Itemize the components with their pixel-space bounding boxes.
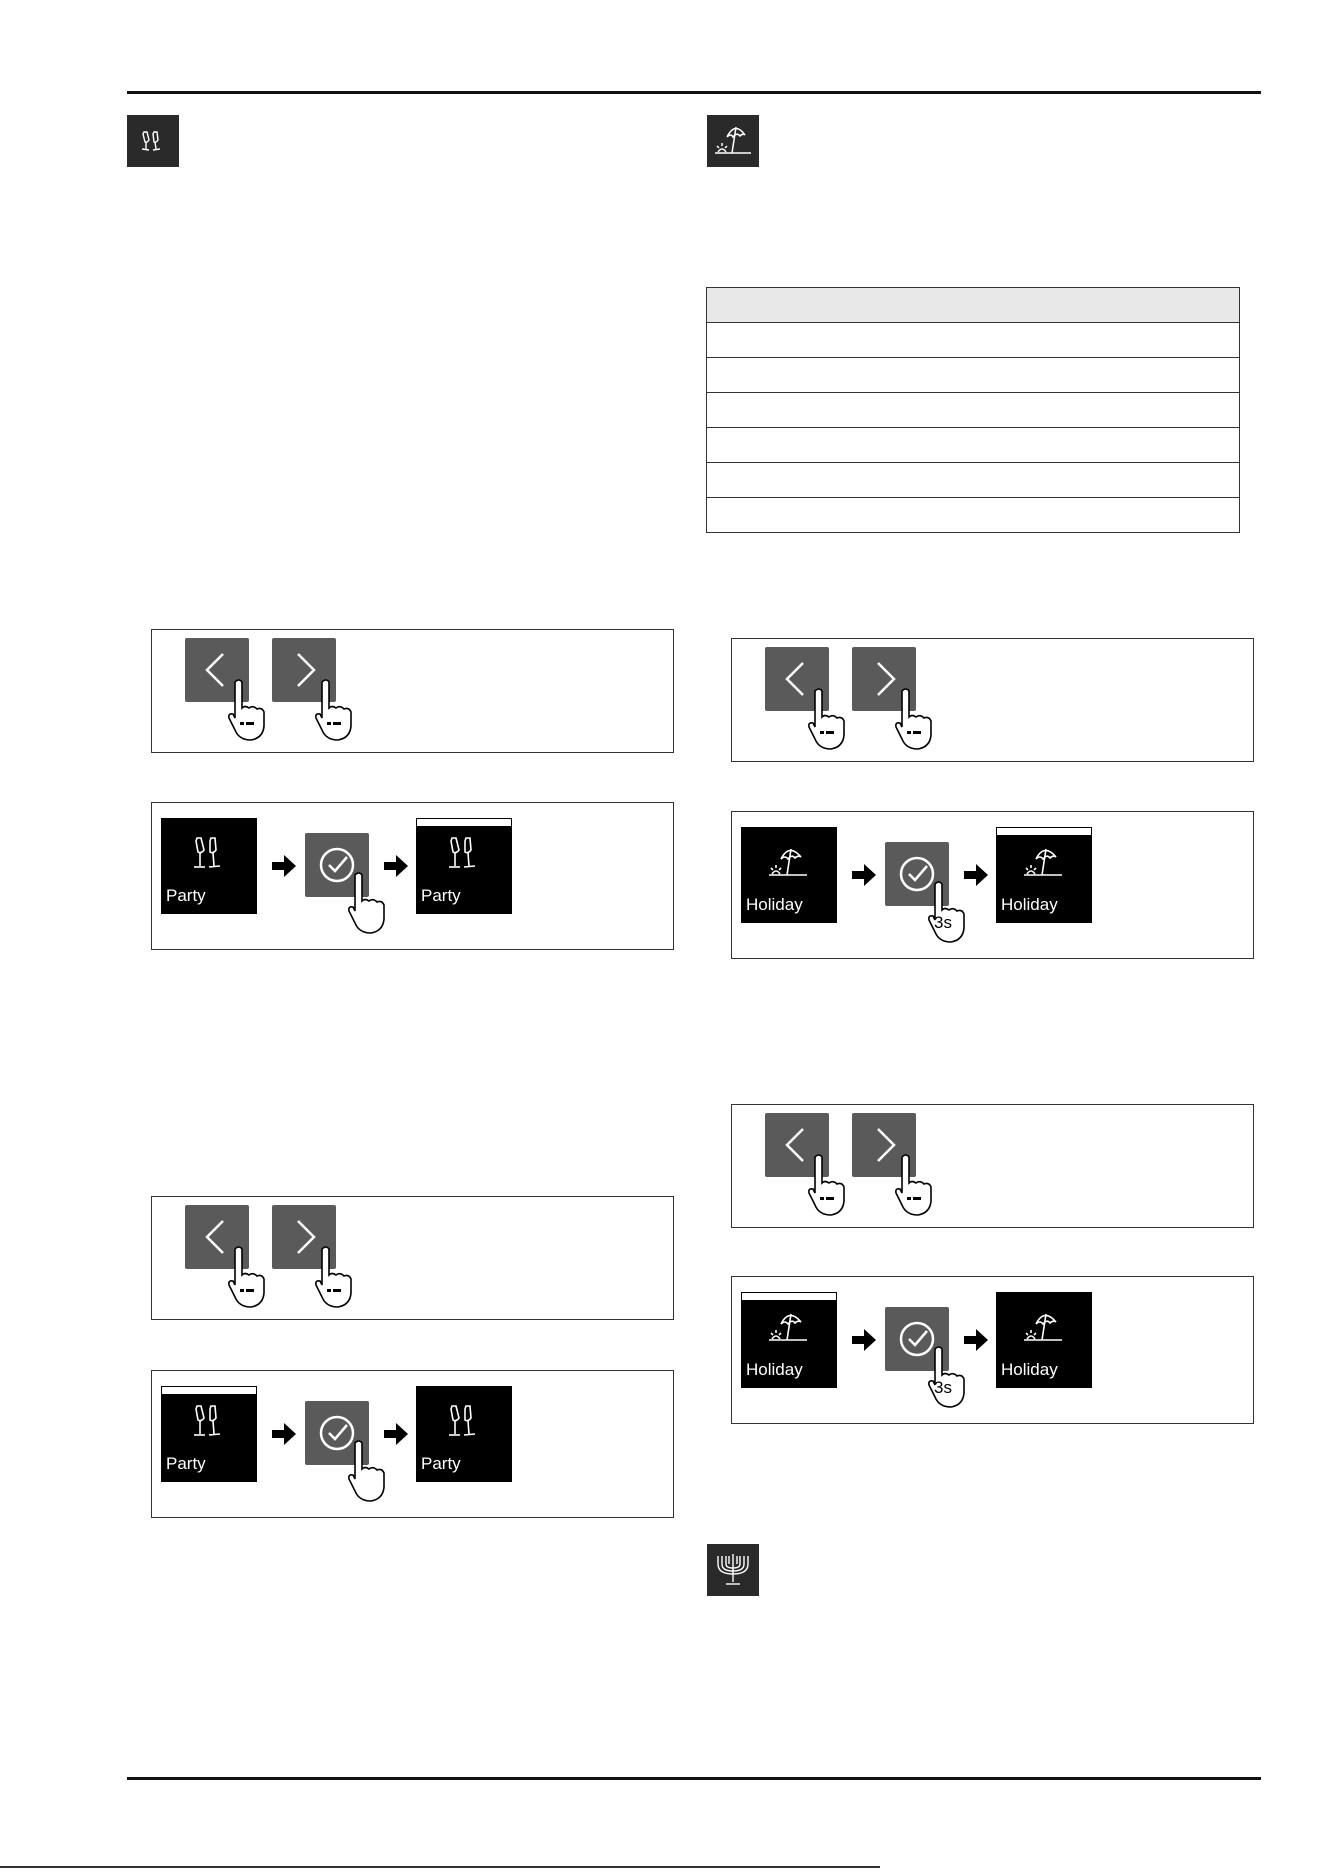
beach-umbrella-icon [707, 115, 759, 167]
screen-label: Party [166, 886, 206, 905]
pointing-hand-icon [892, 1153, 938, 1219]
menorah-icon [707, 1544, 759, 1596]
screen-label: Holiday [1001, 1360, 1058, 1379]
table-row [707, 463, 1240, 498]
holiday-deactivate-panel [731, 1276, 1254, 1424]
pointing-hand-icon [925, 1345, 971, 1411]
top-rule [127, 91, 1261, 94]
party-screen-active [161, 1386, 257, 1482]
navigation-panel [731, 638, 1254, 762]
holiday-screen-active [996, 827, 1092, 923]
champagne-glasses-icon [127, 115, 179, 167]
party-deactivate-panel [151, 1370, 674, 1518]
holiday-activate-panel [731, 811, 1254, 959]
arrow-right-icon [962, 1327, 990, 1353]
table-row [707, 498, 1240, 533]
pointing-hand-icon [225, 678, 271, 744]
arrow-right-icon [270, 853, 298, 879]
party-activate-panel [151, 802, 674, 950]
table-row [707, 358, 1240, 393]
table-row [707, 323, 1240, 358]
arrow-right-icon [962, 862, 990, 888]
pointing-hand-icon [345, 1439, 391, 1505]
active-indicator-bar [996, 827, 1092, 836]
navigation-panel [731, 1104, 1254, 1228]
pointing-hand-icon [925, 880, 971, 946]
pointing-hand-icon [805, 1153, 851, 1219]
pointing-hand-icon [312, 1245, 358, 1311]
arrow-right-icon [850, 1327, 878, 1353]
screen-label: Holiday [746, 895, 803, 914]
party-screen [416, 1386, 512, 1482]
footer-line [0, 1866, 880, 1868]
party-screen [161, 818, 257, 914]
bottom-rule [127, 1777, 1261, 1780]
table-header-row [707, 288, 1240, 323]
pointing-hand-icon [345, 871, 391, 937]
holiday-screen-active [741, 1292, 837, 1388]
holiday-settings-table [706, 287, 1240, 533]
screen-label: Party [166, 1454, 206, 1473]
active-indicator-bar [161, 1386, 257, 1395]
pointing-hand-icon [225, 1245, 271, 1311]
navigation-panel [151, 1196, 674, 1320]
pointing-hand-icon [805, 687, 851, 753]
arrow-right-icon [382, 1421, 410, 1447]
table-row [707, 428, 1240, 463]
hold-duration-label: 3s [934, 1378, 952, 1397]
screen-label: Party [421, 886, 461, 905]
screen-label: Holiday [1001, 895, 1058, 914]
table-row [707, 393, 1240, 428]
navigation-panel [151, 629, 674, 753]
active-indicator-bar [741, 1292, 837, 1301]
arrow-right-icon [270, 1421, 298, 1447]
party-screen-active [416, 818, 512, 914]
arrow-right-icon [850, 862, 878, 888]
arrow-right-icon [382, 853, 410, 879]
active-indicator-bar [416, 818, 512, 827]
screen-label: Holiday [746, 1360, 803, 1379]
hold-duration-label: 3s [934, 913, 952, 932]
screen-label: Party [421, 1454, 461, 1473]
holiday-screen [996, 1292, 1092, 1388]
pointing-hand-icon [312, 678, 358, 744]
holiday-screen [741, 827, 837, 923]
pointing-hand-icon [892, 687, 938, 753]
